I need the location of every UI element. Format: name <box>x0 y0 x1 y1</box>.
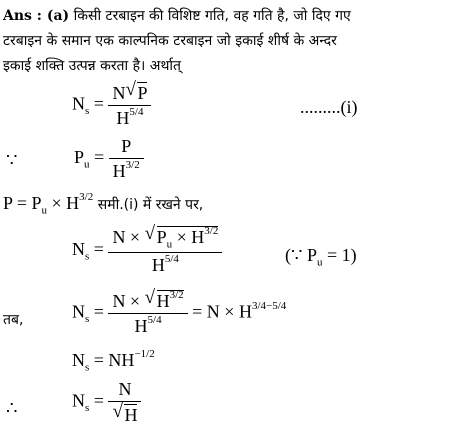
eq3-text-a: P = P <box>3 193 42 213</box>
eq4-root-sub: u <box>166 238 173 251</box>
eq4-root-a: P <box>156 227 167 247</box>
eq1-den: H <box>116 108 130 128</box>
eq2-den: H <box>112 161 126 181</box>
because-symbol: ∵ <box>6 150 18 170</box>
equation-3 <box>3 193 203 217</box>
intro-text-2: टरबाइन के समान एक काल्पनिक टरबाइन जो इकाई शीर्ष के अन्दर <box>3 33 337 49</box>
answer-label: Ans : (a) <box>3 8 70 24</box>
eq6-lhs: N <box>72 350 85 370</box>
eq5-lhs: N <box>72 301 85 322</box>
eq4-note-a: (∵ P <box>285 245 317 265</box>
eq1-root: P <box>137 83 148 103</box>
intro-text-1: किसी टरबाइन की विशिष्ट गति, वह गति है, जो दिए गए <box>73 8 351 24</box>
eq3-sub: u <box>41 204 48 217</box>
eq4-fraction: N × √ $P_u \times H^{3/2}$ $H^{5/4}$ <box>108 226 222 276</box>
equation-5: $N_s$ = N × √ $H^{3/2}$ $H^{5/4}$ = $N \times H^{3/4-5/4}$ <box>72 287 287 336</box>
eq4-note <box>285 245 357 269</box>
equation-1: $N_s$ = N √ P $H^{5/4}$ <box>72 82 151 129</box>
eq3-hindi: समी.(i) में रखने पर, <box>97 197 204 213</box>
eq7-den-root: H <box>124 405 138 425</box>
eq2-num: P <box>109 136 144 159</box>
eq5-rhs-exp: 3/4−5/4 <box>251 299 287 312</box>
eq3-text-b: × H <box>47 193 80 213</box>
eq3-exp: 3/2 <box>79 191 94 203</box>
eq5-num-a: N × <box>112 291 141 311</box>
eq1-lhs: N <box>72 93 85 114</box>
eq2-fraction <box>109 136 144 182</box>
eq5-den-exp: 5/4 <box>147 314 162 326</box>
eq4-den-exp: 5/4 <box>164 252 179 265</box>
eq5-lhs-sub: s <box>85 313 90 326</box>
eq2-lhs: P <box>74 147 85 168</box>
eq5-root: H <box>156 291 170 311</box>
eq2-lhs-sub: u <box>84 158 90 171</box>
equation-4: $N_s$ = N × √ $P_u \times H^{3/2}$ $H^{5/4}$ <box>72 226 222 276</box>
eq5-rhs: = N × H <box>192 301 252 322</box>
eq1-lhs-sub: s <box>85 105 90 118</box>
equation-7: $N_s$ = N √ H <box>72 379 141 426</box>
eq7-num: N <box>108 379 141 402</box>
equation-6 <box>72 350 155 374</box>
eq1-fraction: N √ P $H^{5/4}$ <box>108 82 151 129</box>
eq7-fraction: N √ H <box>108 379 141 426</box>
eq7-lhs-sub: s <box>85 402 90 415</box>
eq1-num: N <box>112 83 126 103</box>
eq6-rhs: = NH <box>93 350 135 370</box>
eq5-root-exp: 3/2 <box>169 289 184 301</box>
eq4-lhs: N <box>72 238 85 259</box>
eq4-note-b: = 1) <box>322 245 357 265</box>
eq4-num-a: N × <box>112 227 141 247</box>
therefore-symbol: ∴ <box>6 398 18 418</box>
eq5-fraction: N × √ $H^{3/2}$ $H^{5/4}$ <box>108 290 187 337</box>
eq6-lhs-sub: s <box>85 361 90 374</box>
eq5-tab-label: तब, <box>3 312 24 328</box>
eq4-lhs-sub: s <box>85 250 90 263</box>
answer-line-1 <box>3 6 351 25</box>
eq7-lhs: N <box>72 390 85 411</box>
eq2-den-exp: 3/2 <box>125 159 140 171</box>
equation-2: $P_u$ = $\frac{P}{H^{3/2}}$ <box>74 136 144 182</box>
equation-label-i: .........(i) <box>300 97 358 117</box>
eq4-root-b: × H <box>172 227 205 247</box>
eq4-note-sub: u <box>316 256 323 269</box>
intro-text-3: इकाई शक्ति उत्पन्न करता है। अर्थात् <box>3 58 182 74</box>
eq1-den-exp: 5/4 <box>129 106 144 118</box>
eq6-rhs-exp: −1/2 <box>134 348 155 360</box>
eq4-den: H <box>151 254 165 275</box>
eq4-root-exp: 3/2 <box>204 225 219 237</box>
eq5-den: H <box>134 316 148 336</box>
